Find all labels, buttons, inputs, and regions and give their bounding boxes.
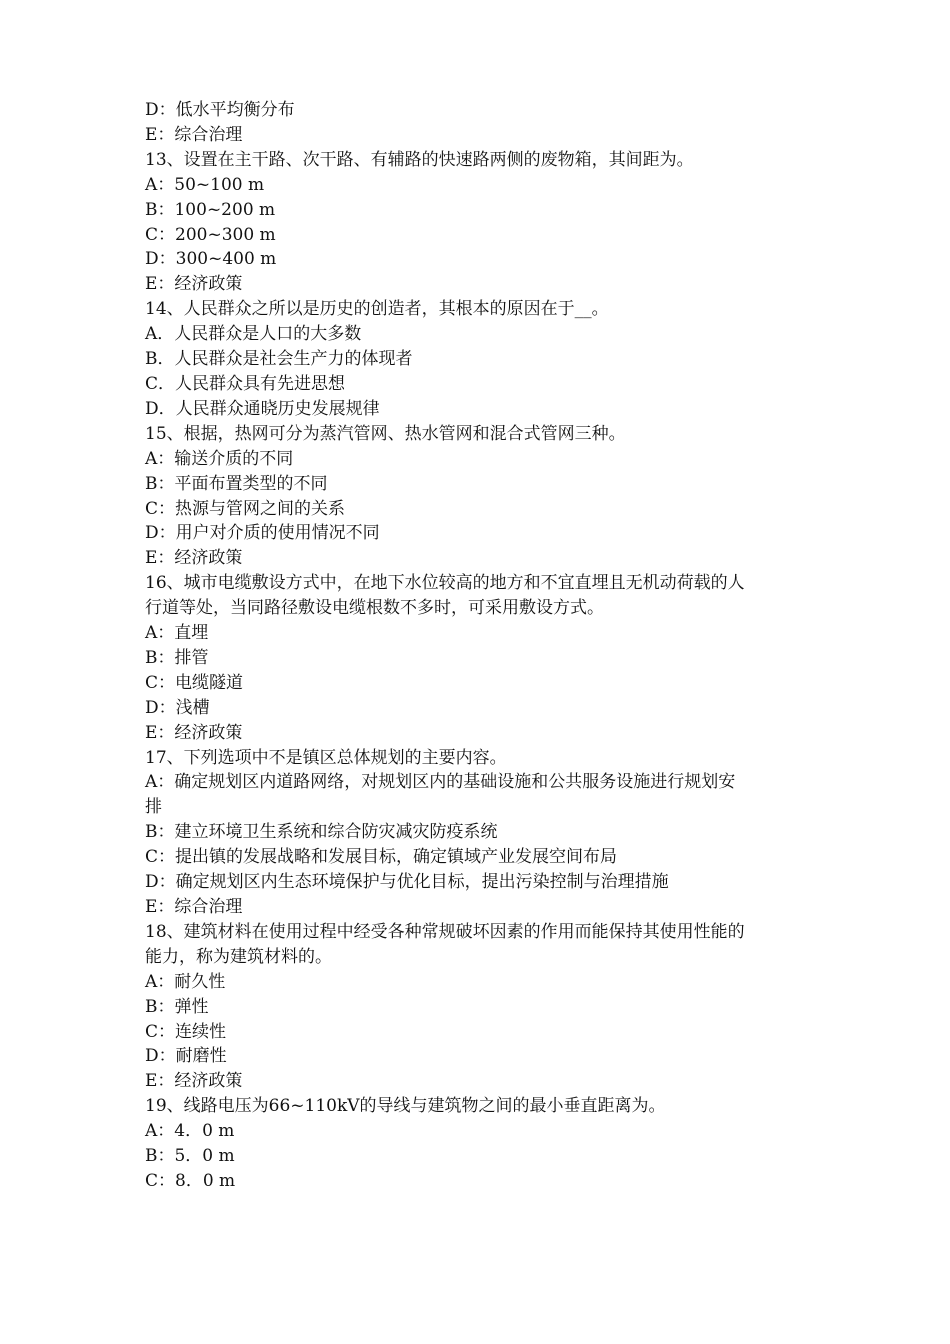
option-line: B：排管: [145, 647, 209, 668]
option-line: B：平面布置类型的不同: [145, 473, 328, 494]
question-15: 15、根据，热网可分为蒸汽管网、热水管网和混合式管网三种。: [145, 423, 626, 444]
option-line: B：建立环境卫生系统和综合防灾减灾防疫系统: [145, 822, 498, 843]
text-line: E：综合治理: [145, 124, 243, 145]
option-line: C：连续性: [145, 1021, 227, 1042]
text-line: D：低水平均衡分布: [145, 100, 295, 120]
option-line: D：300~400 m: [145, 249, 277, 270]
option-line: E：经济政策: [145, 1071, 243, 1092]
option-line: C：提出镇的发展战略和发展目标，确定镇域产业发展空间布局: [145, 847, 618, 868]
option-line: A：直埋: [145, 623, 209, 644]
option-line: C：热源与管网之间的关系: [145, 498, 346, 519]
option-line: B．人民群众是社会生产力的体现者: [145, 349, 413, 370]
option-line: E：经济政策: [145, 274, 243, 295]
option-line: A：耐久性: [145, 971, 226, 992]
question-14: 14、人民群众之所以是历史的创造者，其根本的原因在于__。: [145, 299, 609, 320]
option-line: B：弹性: [145, 996, 209, 1017]
question-16: 16、城市电缆敷设方式中，在地下水位较高的地方和不宜直埋且无机动荷载的人: [145, 573, 745, 594]
option-line: C：电缆隧道: [145, 672, 244, 693]
option-line: D．人民群众通晓历史发展规律: [145, 398, 380, 419]
question-16-continued: 行道等处，当同路径敷设电缆根数不多时，可采用敷设方式。: [145, 598, 604, 619]
option-line: D：耐磨性: [145, 1046, 227, 1067]
option-line: A：输送介质的不同: [145, 448, 294, 469]
question-18-continued: 能力，称为建筑材料的。: [145, 946, 332, 967]
option-line: B：5．0 m: [145, 1146, 235, 1167]
question-13: 13、设置在主干路、次干路、有辅路的快速路两侧的废物箱，其间距为。: [145, 149, 694, 170]
option-line: C：200~300 m: [145, 224, 276, 245]
option-line: A．人民群众是人口的大多数: [145, 324, 362, 345]
option-line: D：确定规划区内生态环境保护与优化目标，提出污染控制与治理措施: [145, 872, 669, 893]
option-line: E：经济政策: [145, 722, 243, 743]
page-content: [145, 98, 815, 1194]
option-line: C：8．0 m: [145, 1170, 236, 1191]
option-line: A：4．0 m: [145, 1121, 235, 1142]
question-17: 17、下列选项中不是镇区总体规划的主要内容。: [145, 747, 507, 768]
question-18: 18、建筑材料在使用过程中经受各种常规破坏因素的作用而能保持其使用性能的: [145, 921, 745, 942]
question-19: 19、线路电压为66~110kV的导线与建筑物之间的最小垂直距离为。: [145, 1096, 666, 1117]
option-line: C．人民群众具有先进思想: [145, 373, 346, 394]
option-line: A：确定规划区内道路网络，对规划区内的基础设施和公共服务设施进行规划安: [145, 772, 736, 793]
option-line-continued: 排: [145, 797, 162, 818]
option-line: D：浅槽: [145, 697, 210, 718]
option-line: D：用户对介质的使用情况不同: [145, 523, 380, 544]
option-line: B：100~200 m: [145, 199, 276, 220]
option-line: A：50~100 m: [145, 174, 265, 195]
option-line: E：经济政策: [145, 548, 243, 569]
option-line: E：综合治理: [145, 897, 243, 917]
